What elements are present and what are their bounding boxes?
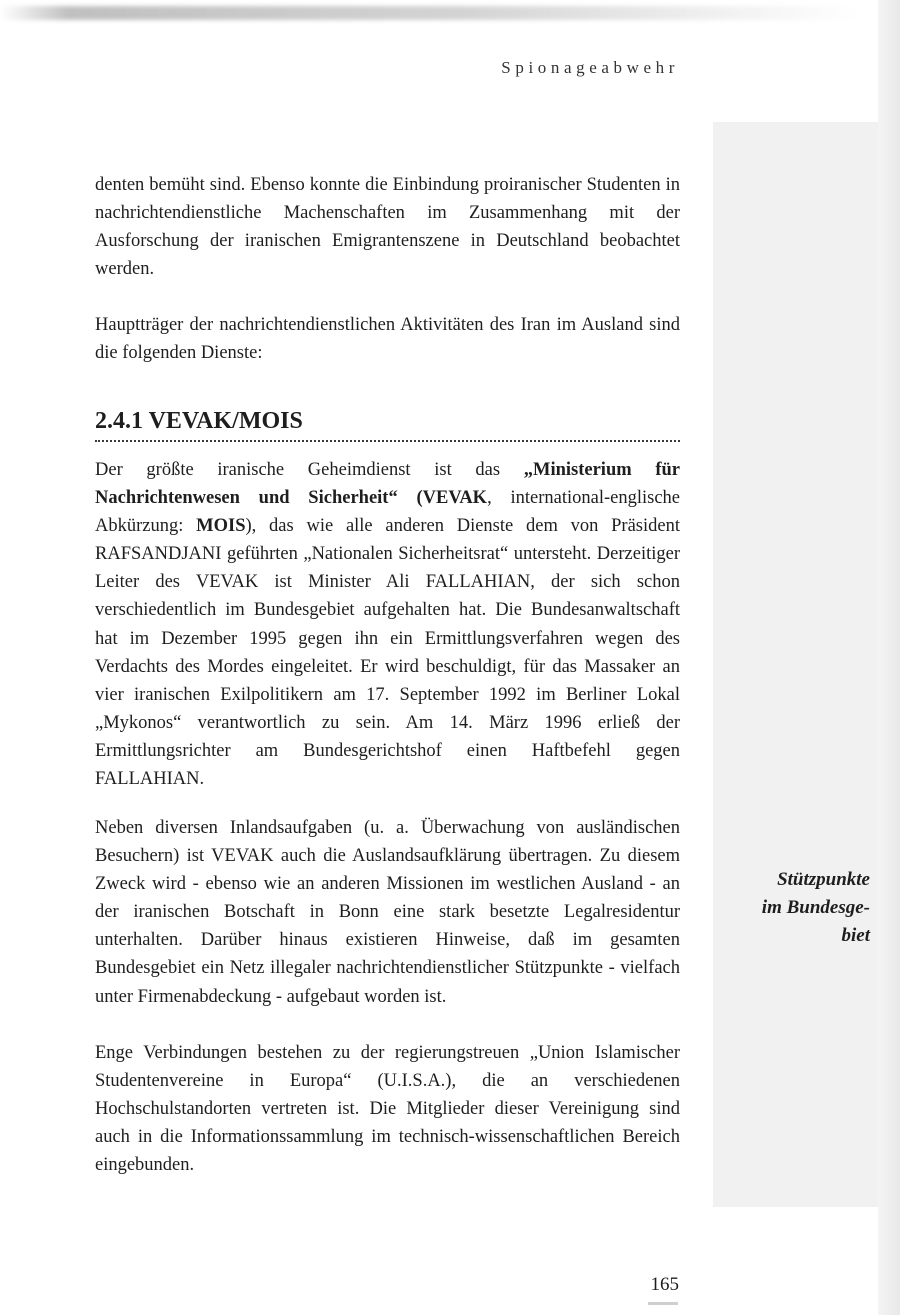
paragraph-vevak [95,456,680,793]
page-number-rule [648,1302,678,1305]
scan-shadow-band [0,6,860,20]
margin-column [713,122,878,1207]
paragraph-vevak-text: Der größte iranische Geheimdienst ist das [95,460,524,480]
margin-note-line: Stützpunkte [777,869,870,890]
paragraph-foreign-tasks: Neben diversen Inlandsaufgaben (u. a. Überwachung von ausländischen Besuchern) ist VEVAK auch die Auslandsaufklärung übertragen. Zu diesem Zweck wird - ebenso wie an anderen Missionen im westlichen Ausland - an der iranischen Botschaft in Bonn eine stark besetzte Legalresidentur unterhalten. Darüber hinaus existieren Hinweise, daß im gesamten Bundesgebiet ein Netz illegaler nachrichtendienstlicher Stützpunkte - vielfach unter Firmenabdeckung - aufgebaut worden ist. [95,818,680,1007]
paragraph-vevak-text: , international-englische Abkürzung: [95,488,680,537]
page-edge [878,0,900,1315]
running-head: Spionageabwehr [501,58,679,77]
ministry-name: „Ministerium für Nachrichtenwesen und Sicherheit“ (VEVAK [95,460,680,509]
paragraph-uisa: Enge Verbindungen bestehen zu der regierungstreuen „Union Islamischer Studentenvereine in Europa“ (U.I.S.A.), die an verschiedenen Hochschulstandorten vertreten ist. Die Mitglieder dieser Vereinigung sind auch in die Informationssammlung im technisch-wissenschaftlichen Bereich eingebunden. [95,1043,680,1176]
margin-note [720,866,870,950]
paragraph-vevak-text: ), das wie alle anderen Dienste dem von Präsident RAFSANDJANI geführten „Nationalen Sicherheitsrat“ untersteht. Derzeitiger Leiter des VEVAK ist Minister Ali FALLAHIAN, der sich schon verschiedentlich im Bundesgebiet aufgehalten hat. Die Bundesanwaltschaft hat im Dezember 1995 gegen ihn ein Ermittlungsverfahren wegen des Verdachts des Mordes eingeleitet. Er wird beschuldigt, für das Massaker an vier iranischen Exilpolitikern am 17. September 1992 im Berliner Lokal „Mykonos“ verantwortlich zu sein. Am 14. März 1996 erließ der Ermittlungsrichter am Bundesgerichtshof einen Haftbefehl gegen FALLAHIAN. [95,516,680,790]
margin-note-line: biet [841,925,870,946]
margin-note-line: im Bundesge- [761,897,870,918]
page-number: 165 [650,1274,679,1295]
paragraph-services-intro: Hauptträger der nachrichtendienstlichen Aktivitäten des Iran im Ausland sind die folgenden Dienste: [95,315,680,364]
abbreviation-mois: MOIS [196,516,246,537]
section-heading: 2.4.1 VEVAK/MOIS [95,404,680,442]
paragraph-continued: denten bemüht sind. Ebenso konnte die Einbindung proiranischer Studenten in nachrichtendienstliche Machenschaften im Zusammenhang mit der Ausforschung der iranischen Emigrantenszene in Deutschland beobachtet werden. [95,175,680,280]
